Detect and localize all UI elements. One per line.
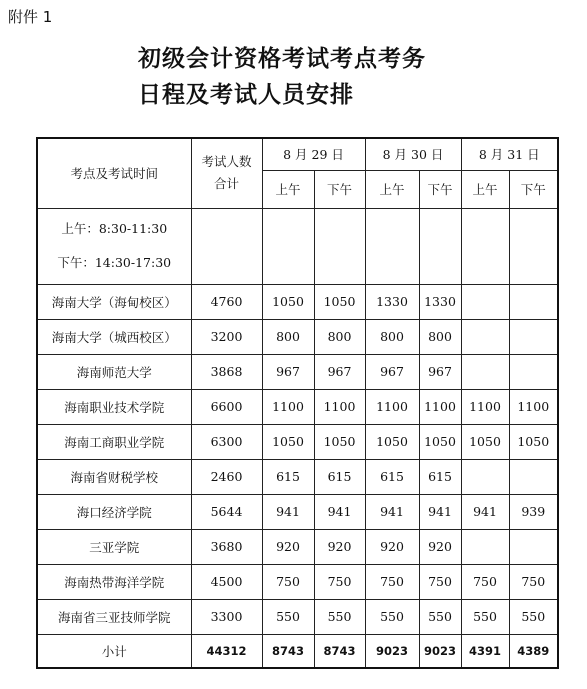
- exam-site-total: 2460: [191, 459, 262, 494]
- exam-site-name: 海口经济学院: [37, 494, 191, 529]
- session-count-cell: 750: [461, 564, 509, 599]
- table-row: [37, 424, 558, 459]
- exam-site-total: 6600: [191, 389, 262, 424]
- attachment-label: 附件 1: [8, 8, 53, 26]
- session-count-cell: 550: [419, 599, 461, 634]
- table-cell: [365, 208, 419, 284]
- date-header: 8 月 30 日: [365, 138, 461, 170]
- exam-site-name: 海南职业技术学院: [37, 389, 191, 424]
- session-count-cell: [509, 529, 558, 564]
- session-header: 下午: [314, 170, 365, 208]
- table-row: [37, 389, 558, 424]
- table-cell: [262, 208, 314, 284]
- exam-site-total: 4500: [191, 564, 262, 599]
- session-count-cell: 800: [365, 319, 419, 354]
- session-count-cell: 941: [262, 494, 314, 529]
- exam-site-name: 三亚学院: [37, 529, 191, 564]
- session-count-cell: 750: [262, 564, 314, 599]
- subtotal-label: 小计: [37, 634, 191, 668]
- session-count-cell: 1100: [419, 389, 461, 424]
- session-count-cell: 941: [365, 494, 419, 529]
- subtotal-total: 44312: [191, 634, 262, 668]
- exam-site-total: 3300: [191, 599, 262, 634]
- exam-site-name: 海南大学（海甸校区）: [37, 284, 191, 319]
- table-row: [37, 319, 558, 354]
- date-header: 8 月 31 日: [461, 138, 558, 170]
- subtotal-cell: 9023: [365, 634, 419, 668]
- session-count-cell: 615: [314, 459, 365, 494]
- subtotal-cell: 8743: [314, 634, 365, 668]
- session-header: 下午: [419, 170, 461, 208]
- session-count-cell: [461, 354, 509, 389]
- session-count-cell: [461, 319, 509, 354]
- session-count-cell: 1050: [419, 424, 461, 459]
- table-row: [37, 284, 558, 319]
- session-count-cell: 1100: [262, 389, 314, 424]
- session-count-cell: [461, 459, 509, 494]
- count-header-line-1: 考试人数: [201, 154, 252, 170]
- session-count-cell: 750: [365, 564, 419, 599]
- date-header: 8 月 29 日: [262, 138, 365, 170]
- header-row-dates: [37, 138, 558, 170]
- morning-time: 上午：8:30-11:30: [61, 221, 168, 236]
- corner-header: 考点及考试时间: [37, 138, 191, 208]
- session-count-cell: 967: [314, 354, 365, 389]
- session-count-cell: [461, 529, 509, 564]
- session-count-cell: 967: [419, 354, 461, 389]
- session-count-cell: [509, 459, 558, 494]
- session-header: 下午: [509, 170, 558, 208]
- session-count-cell: 550: [509, 599, 558, 634]
- session-count-cell: 1050: [314, 284, 365, 319]
- session-count-cell: 1100: [314, 389, 365, 424]
- session-count-cell: 1100: [509, 389, 558, 424]
- session-count-cell: 941: [419, 494, 461, 529]
- exam-site-total: 3868: [191, 354, 262, 389]
- session-count-cell: 615: [419, 459, 461, 494]
- session-count-cell: 1100: [461, 389, 509, 424]
- exam-site-total: 3200: [191, 319, 262, 354]
- document-title-line-2: 日程及考试人员安排: [138, 82, 354, 108]
- exam-site-name: 海南工商职业学院: [37, 424, 191, 459]
- session-count-cell: 800: [262, 319, 314, 354]
- table-row: [37, 494, 558, 529]
- session-count-cell: 615: [365, 459, 419, 494]
- exam-site-name: 海南大学（城西校区）: [37, 319, 191, 354]
- session-count-cell: 920: [365, 529, 419, 564]
- table-cell: [461, 208, 509, 284]
- exam-site-name: 海南师范大学: [37, 354, 191, 389]
- session-count-cell: 1050: [461, 424, 509, 459]
- session-count-cell: 750: [509, 564, 558, 599]
- session-count-cell: 750: [419, 564, 461, 599]
- session-count-cell: 615: [262, 459, 314, 494]
- session-count-cell: 1050: [509, 424, 558, 459]
- table-row: [37, 599, 558, 634]
- session-count-cell: 800: [314, 319, 365, 354]
- session-count-cell: 920: [314, 529, 365, 564]
- table-row: [37, 459, 558, 494]
- exam-site-name: 海南省三亚技师学院: [37, 599, 191, 634]
- session-header: 上午: [461, 170, 509, 208]
- session-header: 上午: [262, 170, 314, 208]
- subtotal-row: [37, 634, 558, 668]
- afternoon-time: 下午：14:30-17:30: [57, 255, 172, 270]
- subtotal-cell: 4391: [461, 634, 509, 668]
- exam-site-total: 5644: [191, 494, 262, 529]
- exam-schedule-table: [36, 137, 559, 669]
- session-count-cell: 550: [461, 599, 509, 634]
- table-cell: [509, 208, 558, 284]
- table-row: [37, 564, 558, 599]
- subtotal-cell: 9023: [419, 634, 461, 668]
- session-count-cell: 550: [365, 599, 419, 634]
- session-count-cell: 941: [314, 494, 365, 529]
- exam-site-total: 4760: [191, 284, 262, 319]
- session-count-cell: 967: [365, 354, 419, 389]
- session-count-cell: [461, 284, 509, 319]
- exam-time-cell: [37, 208, 191, 284]
- exam-site-total: 6300: [191, 424, 262, 459]
- exam-site-total: 3680: [191, 529, 262, 564]
- session-count-cell: 1330: [419, 284, 461, 319]
- exam-site-name: 海南省财税学校: [37, 459, 191, 494]
- session-count-cell: 1050: [262, 284, 314, 319]
- session-count-cell: 941: [461, 494, 509, 529]
- exam-site-name: 海南热带海洋学院: [37, 564, 191, 599]
- session-count-cell: 967: [262, 354, 314, 389]
- table-row: [37, 529, 558, 564]
- subtotal-cell: 8743: [262, 634, 314, 668]
- session-count-cell: 1050: [365, 424, 419, 459]
- session-count-cell: 1100: [365, 389, 419, 424]
- document-title-line-1: 初级会计资格考试考点考务: [138, 46, 426, 72]
- session-count-cell: 750: [314, 564, 365, 599]
- session-count-cell: [509, 354, 558, 389]
- exam-time-row: [37, 208, 558, 284]
- session-count-cell: 550: [314, 599, 365, 634]
- session-count-cell: 920: [419, 529, 461, 564]
- table-cell: [314, 208, 365, 284]
- count-header: [191, 138, 262, 208]
- table-row: [37, 354, 558, 389]
- session-count-cell: 800: [419, 319, 461, 354]
- subtotal-cell: 4389: [509, 634, 558, 668]
- session-count-cell: 1330: [365, 284, 419, 319]
- session-header: 上午: [365, 170, 419, 208]
- session-count-cell: 1050: [262, 424, 314, 459]
- session-count-cell: [509, 284, 558, 319]
- table-cell: [419, 208, 461, 284]
- session-count-cell: 1050: [314, 424, 365, 459]
- session-count-cell: [509, 319, 558, 354]
- session-count-cell: 939: [509, 494, 558, 529]
- session-count-cell: 550: [262, 599, 314, 634]
- count-header-line-2: 合计: [213, 176, 239, 192]
- session-count-cell: 920: [262, 529, 314, 564]
- table-cell: [191, 208, 262, 284]
